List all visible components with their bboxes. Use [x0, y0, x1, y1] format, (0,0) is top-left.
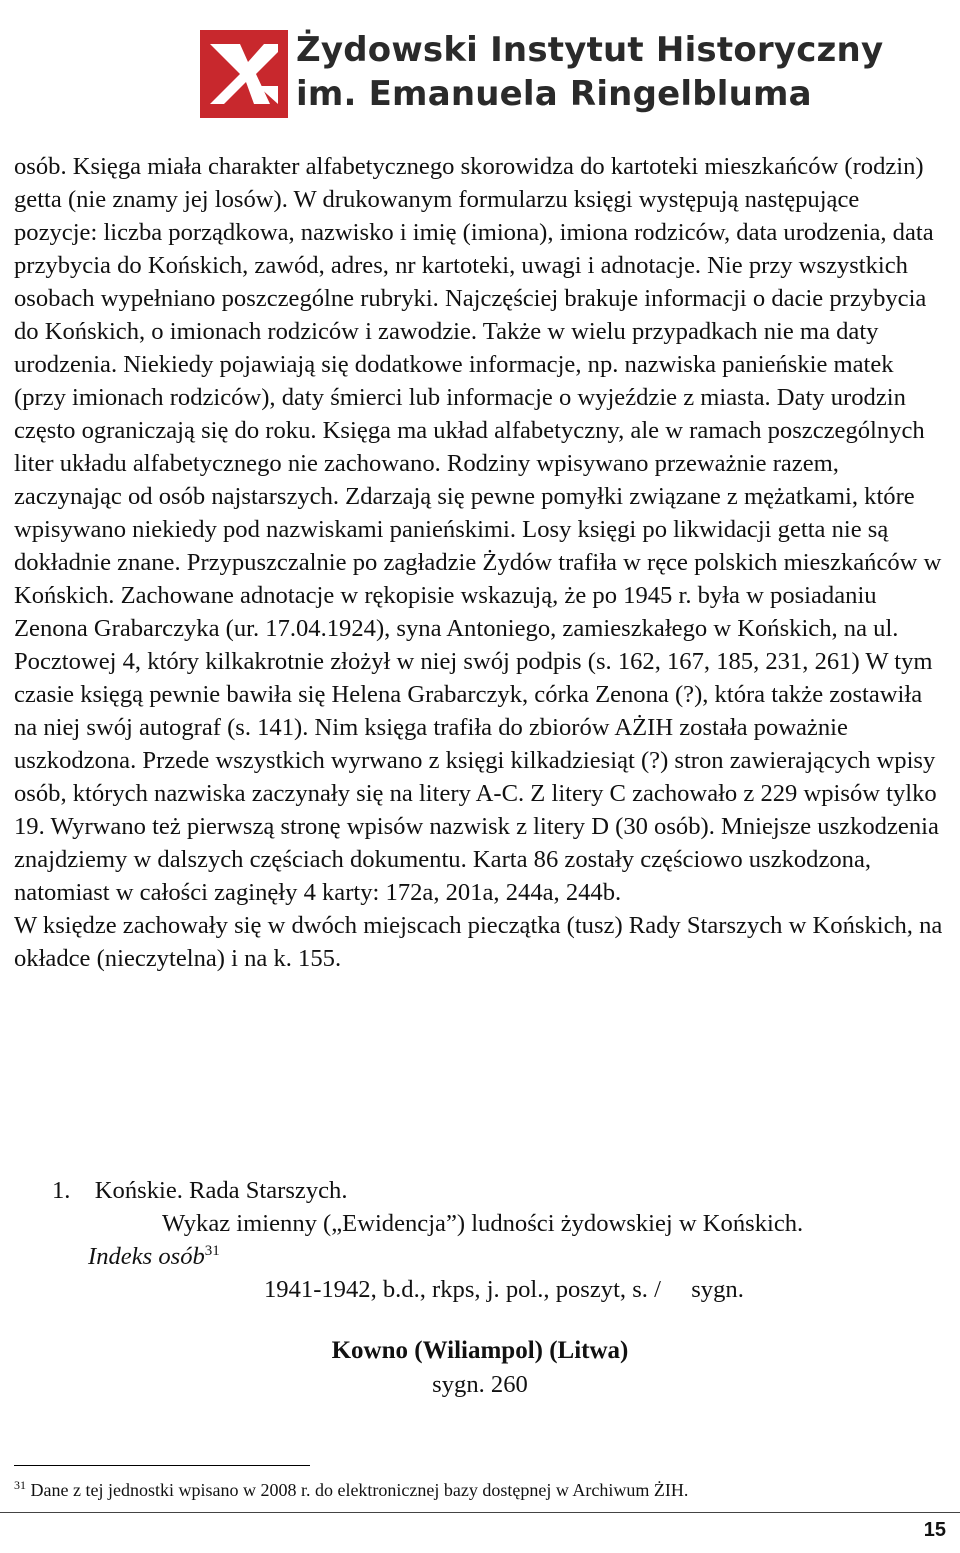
entry-title-italic-row	[88, 1240, 220, 1273]
section-sygn: sygn. 260	[432, 1371, 528, 1398]
footnote	[14, 1480, 688, 1501]
paragraph-stamps: W księdze zachowały się w dwóch miejscach pieczątka (tusz) Rady Starszych w Końskich, na okładce (nieczytelna) i na k. 155.	[14, 912, 943, 972]
footnote-separator	[14, 1465, 310, 1466]
entry-sygn: sygn.	[691, 1276, 744, 1303]
entry-creator: Końskie. Rada Starszych.	[94, 1177, 348, 1204]
section-title: Kowno (Wiliampol) (Litwa)	[331, 1337, 629, 1364]
footer-divider	[0, 1512, 960, 1513]
footnote-text: Dane z tej jednostki wpisano w 2008 r. do elektronicznej bazy dostępnej w Archiwum ŻIH.	[30, 1480, 689, 1500]
entry-details: 1941-1942, b.d., rkps, j. pol., poszyt, s. /	[264, 1276, 661, 1303]
page-number: 15	[923, 1519, 946, 1541]
entry-number: 1.	[52, 1177, 71, 1204]
entry-details-row	[264, 1273, 744, 1306]
entry-header-row	[52, 1174, 347, 1207]
institute-name: Żydowski Instytut Historyczny	[296, 30, 884, 70]
entry-title-italic: Indeks osób	[88, 1243, 205, 1270]
body-text	[14, 150, 946, 975]
footnote-number: 31	[14, 1478, 26, 1492]
page-header	[200, 28, 884, 124]
footnote-ref[interactable]: 31	[204, 1242, 220, 1259]
zih-logo-icon	[200, 30, 288, 118]
entry-title-main: Wykaz imienny („Ewidencja”) ludności żydowskiej w Końskich.	[162, 1210, 804, 1237]
institute-subtitle: im. Emanuela Ringelbluma	[296, 74, 812, 114]
paragraph-description: osób. Księga miała charakter alfabetycznego skorowidza do kartoteki mieszkańców (rodzin) getta (nie znamy jej losów). W drukowanym formularzu księgi występują następujące pozycje: liczba porządkowa, nazwisko i imię (imiona), imiona rodziców, data urodzenia, data przybycia do Końskich, zawód, adres, nr kartoteki, uwagi i adnotacje. Nie przy wszystkich osobach wypełniano poszczególne rubryki. Najczęściej brakuje informacji o dacie przybycia do Końskich, o imionach rodziców i zawodzie. Także w wielu przypadkach nie ma daty urodzenia. Niekiedy pojawiają się dodatkowe informacje, np. nazwiska panieńskie matek (przy imionach rodziców), daty śmierci lub informacje o wyjeździe z miasta. Daty urodzin często ograniczają się do roku. Księga ma układ alfabetyczny, ale w ramach poszczególnych liter układu alfabetycznego nie zachowano. Rodziny wpisywano przeważnie razem, zaczynając od osób najstarszych. Zdarzają się pewne pomyłki związane z mężatkami, które wpisywano niekiedy pod nazwiskami panieńskimi. Losy księgi po likwidacji getta nie są dokładnie znane. Przypuszczalnie po zagładzie Żydów trafiła w ręce polskich mieszkańców w Końskich. Zachowane adnotacje w rękopisie wskazują, że po 1945 r. była w posiadaniu Zenona Grabarczyka (ur. 17.04.1924), syna Antoniego, zamieszkałego w Końskich, na ul. Pocztowej 4, który kilkakrotnie złożył w niej swój podpis (s. 162, 167, 185, 231, 261) W tym czasie księgą pewnie bawiła się Helena Grabarczyk, córka Zenona (?), która także zostawiła na niej swój autograf (s. 141). Nim księga trafiła do zbiorów AŻIH została poważnie uszkodzona. Przede wszystkich wyrwano z księgi kilkadziesiąt (?) stron zawierających wpisy osób, których nazwiska zaczynały się na litery A-C. Z litery C zachowało z 229 wpisów tylko 19. Wyrwano też pierwszą stronę wpisów nazwisk z litery D (30 osób). Mniejsze uszkodzenia znajdziemy w dalszych częściach dokumentu. Karta 86 zostały częściowo uszkodzona, natomiast w całości zaginęły 4 karty: 172a, 201a, 244a, 244b.	[14, 153, 942, 906]
